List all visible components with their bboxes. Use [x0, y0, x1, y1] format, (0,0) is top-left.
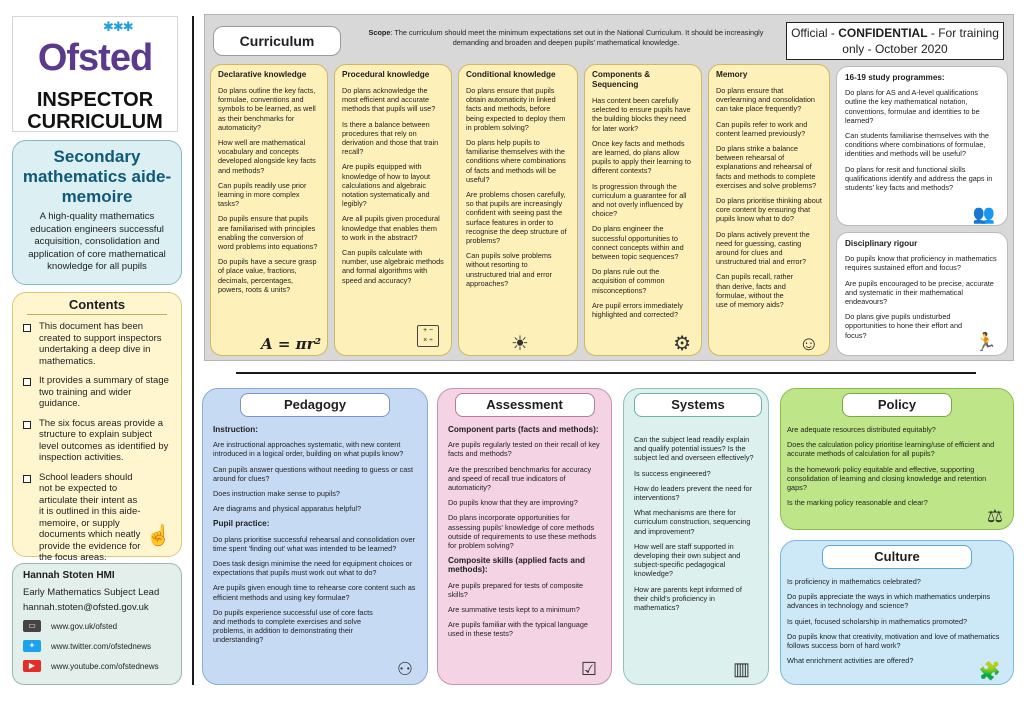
pedagogy-panel: [202, 388, 428, 685]
card-question: Has content been carefully selected to ensure pupils have the building blocks they need for later work?: [592, 96, 691, 133]
twitter-icon: ✦: [23, 640, 41, 652]
pedagogy-question: Does instruction make sense to pupils?: [213, 489, 340, 499]
assessment-question: Are summative tests kept to a minimum?: [448, 605, 580, 615]
components-sequencing-card: [584, 64, 702, 356]
card-question: Do plans for AS and A-level qualifications outline the key mathematical notation, conventions, formulae and identities to be learned?: [845, 88, 980, 125]
bar-chart-icon: ▥: [732, 658, 750, 679]
card-question: Can pupils recall, rather than derive, facts and formulae, without the use of memory aids?: [716, 272, 794, 310]
card-question: Is there a balance between procedures that rely on derivation and those that train recall?: [342, 119, 439, 157]
card-question: Once key facts and methods are learned, do plans allow pupils to apply their learning to different contexts?: [592, 138, 691, 176]
vertical-divider: [192, 16, 194, 685]
memory-card: [708, 64, 830, 356]
contents-item: It provides a summary of stage two training and wider guidance.: [21, 375, 173, 410]
contents-item: The six focus areas provide a structure to explain subject level outcomes as identified by inspection activities.: [21, 418, 173, 464]
card-title: Disciplinary rigour: [845, 239, 918, 248]
card-question: Can pupils refer to work and content learned previously?: [716, 119, 808, 138]
policy-document-icon: ⚖: [986, 505, 1003, 526]
policy-heading: Policy: [842, 393, 952, 417]
systems-heading: Systems: [634, 393, 762, 417]
social-link-website[interactable]: [23, 619, 171, 633]
scope-body: : The curriculum should meet the minimum expectations set out in the National Curriculum. It should be increasingly demanding and broaden and deepen pupils' mathematical knowledge.: [390, 28, 764, 47]
logo-stars-icon: ✱✱✱: [103, 19, 133, 34]
group-people-icon: 👥: [972, 203, 995, 224]
card-question: Are problems chosen carefully, so that pupils are increasingly confident with seeing past the surface features in order to recognise the deep structure of problems?: [466, 190, 567, 246]
contact-role: Early Mathematics Subject Lead: [23, 587, 160, 598]
scope-text: [356, 28, 776, 47]
card-title: 16-19 study programmes:: [845, 73, 945, 82]
youtube-icon: ▶: [23, 660, 41, 672]
card-title: Conditional knowledge: [466, 70, 556, 79]
contact-name: Hannah Stoten HMI: [23, 570, 115, 581]
assessment-question: Are pupils prepared for tests of composite skills?: [448, 580, 584, 599]
policy-question: Does the calculation policy prioritise learning/use of efficient and accurate methods of calculation for all pupils?: [787, 440, 995, 459]
card-title: Procedural knowledge: [342, 70, 430, 79]
twitter-link-text: www.twitter.com/ofstednews: [51, 641, 152, 651]
card-question: Do pupils know that proficiency in mathematics requires sustained effort and focus?: [845, 254, 997, 273]
card-question: Do plans help pupils to familiarise themselves with the conditions where combinations of facts and methods will be useful?: [466, 138, 566, 184]
computer-icon: ▭: [23, 620, 41, 632]
inspector-curriculum-title: INSPECTOR CURRICULUM: [27, 89, 163, 133]
official-prefix: Official -: [791, 26, 839, 40]
systems-question: Can the subject lead readily explain and qualify potential issues? Is the subject led and overseen effectively?: [634, 435, 754, 463]
youtube-link-text: www.youtube.com/ofstednews: [51, 661, 159, 671]
policy-question: Is the marking policy reasonable and clear?: [787, 498, 928, 508]
card-question: Can students familiarise themselves with the conditions where combinations of formulae, identities and methods will be useful?: [845, 131, 989, 159]
systems-question: How are parents kept informed of their child's proficiency in mathematics?: [634, 584, 742, 613]
study-programmes-card: [836, 66, 1008, 226]
card-question: Can pupils readily use prior learning in more complex tasks?: [218, 180, 307, 209]
card-title: Declarative knowledge: [218, 70, 307, 79]
card-question: Do pupils have a secure grasp of place value, fractions, decimals, percentages, powers, roots & units?: [218, 257, 317, 294]
systems-question: How do leaders prevent the need for interventions?: [634, 483, 753, 503]
class-group-icon: ⚇: [396, 658, 413, 679]
section-heading: Composite skills (applied facts and methods):: [448, 556, 585, 575]
aide-memoire-subtitle: A high-quality mathematics education engineers successful acquisition, consolidation and application of core mathematical knowledge for all pupils: [28, 211, 166, 272]
policy-panel: [780, 388, 1014, 530]
systems-question: How well are staff supported in developing their own subject and subject-specific pedagogical knowledge?: [634, 541, 741, 579]
card-question: Do plans rule out the acquisition of common misconceptions?: [592, 267, 665, 295]
card-question: Do plans for resit and functional skills qualifications identify and address the gaps in students' key facts and methods?: [845, 164, 993, 193]
calculator-icon: + − × ÷: [417, 325, 439, 347]
pedagogy-question: Are instructional approaches systematic, with new content introduced in a logical order, building on what pupils know?: [213, 440, 404, 459]
card-question: Do plans actively prevent the need for guessing, casting around for clues and unstructured trial and error?: [716, 229, 810, 267]
policy-question: Are adequate resources distributed equitably?: [787, 425, 936, 434]
pedagogy-question: Does task design minimise the need for equipment choices or expectations that pupils must work out what to do?: [213, 559, 413, 578]
contents-item: School leaders should not be expected to articulate their intent as it is outlined in this aide-memoire, or supply documents which neatly provide the evidence for the focus areas.: [21, 472, 173, 564]
scope-label: Scope: [368, 28, 391, 37]
card-question: Do plans acknowledge the most efficient and accurate methods that pupils will use?: [342, 86, 436, 114]
contents-panel: [12, 292, 182, 563]
assessment-panel: [437, 388, 612, 685]
card-question: Do pupils ensure that pupils are familiarised with principles enabling the conversion of word problems into equations?: [218, 214, 318, 252]
checklist-icon: ☑: [580, 658, 597, 679]
ofsted-logo: Ofsted: [37, 37, 153, 79]
card-question: Can pupils solve problems without resorting to unstructured trial and error approaches?: [466, 251, 552, 288]
social-link-youtube[interactable]: [23, 659, 171, 673]
ofsted-logo-panel: [12, 16, 178, 132]
procedural-knowledge-card: [334, 64, 452, 356]
gears-icon: ⚙: [673, 332, 691, 355]
card-question: Do plans ensure that overlearning and consolidation can take place frequently?: [716, 86, 815, 114]
confidential-label: CONFIDENTIAL: [838, 26, 928, 40]
culture-question: Is quiet, focused scholarship in mathematics promoted?: [787, 616, 968, 626]
card-question: Is progression through the curriculum a guarantee for all and not overly influenced by choice?: [592, 181, 687, 219]
section-heading: Instruction:: [213, 425, 259, 434]
section-heading: Pupil practice:: [213, 519, 270, 529]
card-question: Are pupil errors immediately highlighted and corrected?: [592, 300, 683, 320]
card-question: Are pupils encouraged to be precise, accurate and systematic in their mathematical endeavours?: [845, 278, 994, 307]
assessment-question: Do plans incorporate opportunities for assessing pupils' knowledge of core methods outside of requirements to use these methods for problem solving?: [448, 513, 597, 551]
contents-heading: Contents: [27, 297, 167, 315]
culture-heading: Culture: [822, 545, 972, 569]
card-question: Can pupils calculate with number, use algebraic methods and formal algorithms with speed and accuracy?: [342, 248, 444, 285]
card-question: Do plans ensure that pupils obtain automaticity in linked facts and methods, before being expected to deploy them in problem solving?: [466, 86, 566, 132]
assessment-question: Are pupils regularly tested on their recall of key facts and methods?: [448, 440, 600, 459]
declarative-knowledge-card: [210, 64, 328, 356]
card-question: Are all pupils given procedural knowledge that enables them to work in the abstract?: [342, 214, 440, 242]
assessment-heading: Assessment: [455, 393, 595, 417]
card-title: Memory: [716, 70, 748, 79]
culture-question: Is proficiency in mathematics celebrated?: [787, 577, 921, 586]
policy-question: Is the homework policy equitable and effective, supporting consolidation of learning and closing knowledge and retention gaps?: [787, 464, 987, 493]
area-formula: A = πr²: [261, 334, 322, 353]
horizontal-divider: [236, 372, 976, 374]
official-suffix: - For training only - October 2020: [842, 26, 999, 56]
head-brain-icon: ☺: [798, 332, 819, 355]
systems-question: What mechanisms are there for curriculum construction, sequencing and improvement?: [634, 508, 751, 536]
card-question: Do plans prioritise thinking about core content by ensuring that pupils know what to do?: [716, 196, 822, 224]
card-question: Do plans strike a balance between rehearsal of explanations and rehearsal of facts and methods to complete exercises and solve problems?: [716, 144, 817, 190]
card-question: Are pupils equipped with knowledge of how to layout calculations and algebraic notation systematically and legibly?: [342, 162, 431, 209]
pedagogy-question: Are diagrams and physical apparatus helpful?: [213, 504, 362, 514]
aide-memoire-panel: [12, 140, 182, 285]
contents-item: This document has been created to support inspectors undertaking a deep dive in mathematics.: [21, 321, 173, 367]
systems-panel: [623, 388, 769, 685]
assessment-question: Do pupils know that they are improving?: [448, 498, 578, 508]
card-question: Do plans engineer the successful opportunities to connect concepts within and between topic sequences?: [592, 224, 684, 262]
social-link-twitter[interactable]: [23, 639, 171, 653]
culture-question: Do pupils know that creativity, motivation and love of mathematics follows success born of hard work?: [787, 631, 1000, 651]
pedagogy-heading: Pedagogy: [240, 393, 390, 417]
assessment-question: Are the prescribed benchmarks for accuracy and speed of recall true indicators of automaticity?: [448, 464, 592, 493]
assessment-question: Are pupils familiar with the typical language used in these tests?: [448, 620, 588, 639]
lightbulb-icon: ☀: [511, 332, 529, 355]
pedagogy-question: Are pupils given enough time to rehearse core content such as efficient methods and using key formulae?: [213, 583, 416, 602]
pedagogy-question: Do pupils experience successful use of core facts and methods to complete exercises and solve problems, in addition to demonstrating their understanding?: [213, 607, 373, 645]
curriculum-heading: Curriculum: [213, 26, 341, 56]
pedagogy-question: Can pupils answer questions without needing to guess or cast around for clues?: [213, 464, 413, 483]
disciplinary-rigour-card: [836, 232, 1008, 356]
culture-panel: [780, 540, 1014, 685]
team-puzzle-icon: 🧩: [978, 660, 1001, 681]
culture-question: What enrichment activities are offered?: [787, 656, 914, 666]
aide-memoire-title: Secondary mathematics aide-memoire: [22, 147, 172, 206]
website-link-text: www.gov.uk/ofsted: [51, 621, 118, 631]
card-question: Do plans give pupils undisturbed opportunities to hone their effort and focus?: [845, 312, 963, 340]
official-confidential-badge: [786, 22, 1004, 60]
contact-email-link[interactable]: hannah.stoten@ofsted.gov.uk: [23, 602, 149, 613]
card-title: Components & Sequencing: [592, 70, 651, 89]
pedagogy-question: Do plans prioritise successful rehearsal and consolidation over time spent 'finding out' what was intended to be learned?: [213, 534, 415, 553]
conditional-knowledge-card: [458, 64, 578, 356]
section-heading: Component parts (facts and methods):: [448, 425, 599, 434]
pointing-hand-icon: ☝: [146, 525, 171, 547]
card-question: How well are mathematical vocabulary and concepts developed alongside key facts and methods?: [218, 138, 316, 175]
systems-question: Is success engineered?: [634, 468, 711, 478]
culture-question: Do pupils appreciate the ways in which mathematics underpins advances in technology and science?: [787, 592, 991, 611]
runner-icon: 🏃: [974, 331, 997, 352]
contact-panel: [12, 563, 182, 685]
card-question: Do plans outline the key facts, formulae, conventions and symbols to be learned, as well as their benchmarks for automaticity?: [218, 86, 316, 132]
